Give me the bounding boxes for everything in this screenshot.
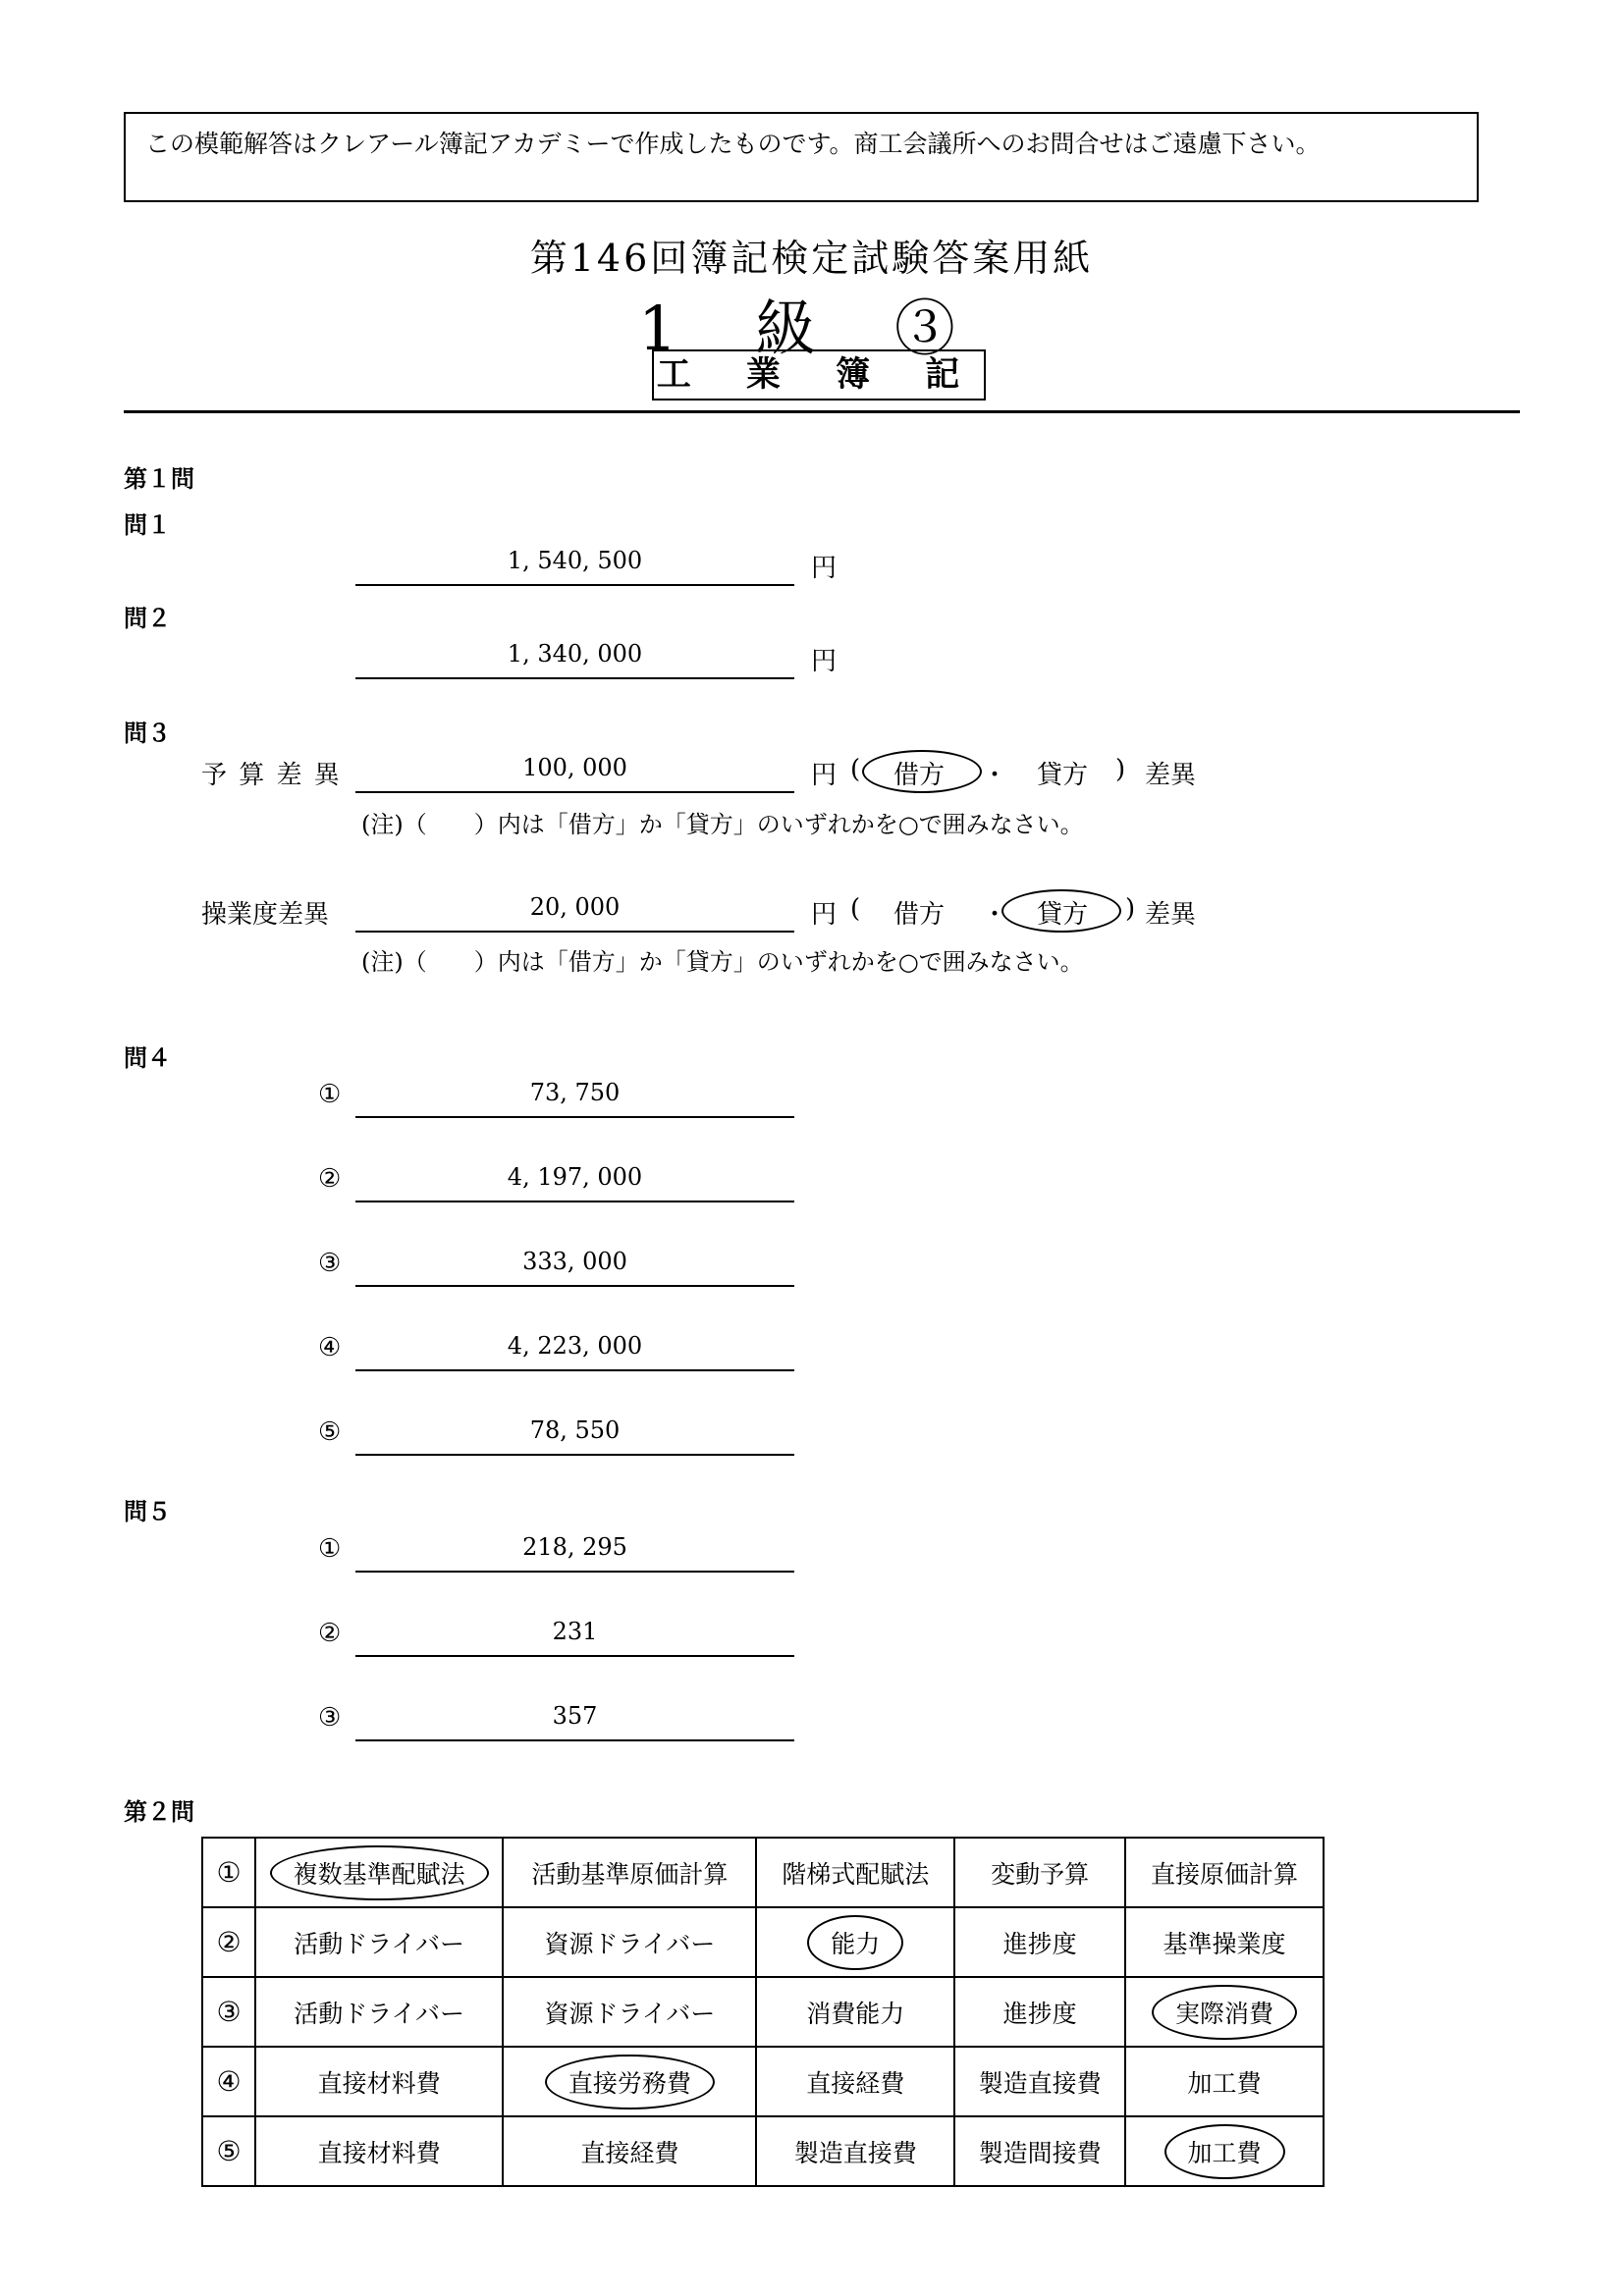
q4-item-answer: 73, 750 [355,1079,794,1118]
choice-row [202,2116,1324,2186]
budget-variance-answer: 100, 000 [355,754,794,793]
budget-close-paren: ) [1115,755,1126,784]
choice-cell [954,2047,1125,2116]
choice-option: 直接原価計算 [1151,1859,1299,1889]
q1-sub2-answer: 1, 340, 000 [355,640,794,679]
header-divider [124,410,1520,413]
choice-row [202,1838,1324,1907]
choice-row-marker: ④ [202,2047,255,2116]
operation-variance-unit: 円 [811,900,838,930]
budget-instruction-note: (注)（ ）内は「借方」か「貸方」のいずれかを○で囲みなさい。 [361,811,1084,838]
choice-option: 進捗度 [1002,1999,1077,2028]
choice-option: 変動予算 [991,1859,1090,1889]
choice-option: 加工費 [1187,2068,1262,2098]
budget-suffix: 差異 [1145,761,1197,790]
q4-item-marker: ⑤ [318,1417,342,1447]
operation-close-paren: ) [1125,894,1136,924]
q4-item-marker: ② [318,1164,342,1194]
choice-option: 階梯式配賦法 [782,1859,930,1889]
q1-sub4-label: 問４ [124,1044,171,1072]
choice-cell [503,2116,756,2186]
choice-cell [756,2116,954,2186]
choice-cell [954,1977,1125,2047]
choice-option: 製造直接費 [793,2138,917,2167]
selected-choice-option: 直接労務費 [545,2055,715,2109]
choice-option: 活動ドライバー [294,1999,465,2028]
q4-item-answer: 4, 223, 000 [355,1332,794,1371]
choice-row [202,2047,1324,2116]
q5-item-answer: 218, 295 [355,1533,794,1573]
choice-option: 製造間接費 [978,2138,1102,2167]
term-choice-table [201,1837,1325,2187]
choice-row [202,1907,1324,1977]
choice-cell [503,1977,756,2047]
choice-cell [255,1907,503,1977]
choice-cell [255,1838,503,1907]
operation-variance-label: 操業度差異 [201,900,330,930]
q5-item-answer: 357 [355,1702,794,1741]
choice-cell [503,2047,756,2116]
choice-option: 消費能力 [806,1999,905,2028]
choice-row-marker: ① [202,1838,255,1907]
choice-cell [756,1907,954,1977]
budget-dot: ・ [982,761,1008,790]
choice-cell [1125,1838,1324,1907]
choice-cell [954,2116,1125,2186]
selected-choice-option: 加工費 [1164,2124,1285,2179]
q5-item-marker: ② [318,1619,342,1648]
operation-credit-option: 貸方 [1037,900,1089,930]
q4-item-marker: ① [318,1080,342,1109]
choice-row-marker: ⑤ [202,2116,255,2186]
q1-sub3-label: 問３ [124,720,171,747]
choice-option: 活動基準原価計算 [531,1859,729,1889]
operation-suffix: 差異 [1145,900,1197,930]
budget-variance-label: 予 算 差 異 [201,761,342,790]
choice-option: 直接材料費 [317,2138,441,2167]
exam-title: 第146回簿記検定試験答案用紙 [529,237,1094,280]
choice-option: 資源ドライバー [544,1999,716,2028]
operation-instruction-note: (注)（ ）内は「借方」か「貸方」のいずれかを○で囲みなさい。 [361,948,1084,976]
choice-option: 基準操業度 [1163,1929,1286,1958]
question-2-heading: 第２問 [124,1798,194,1826]
choice-cell [503,1907,756,1977]
q4-item-answer: 4, 197, 000 [355,1163,794,1202]
choice-option: 直接材料費 [317,2068,441,2098]
operation-debit-option: 借方 [893,900,946,930]
choice-option: 進捗度 [1002,1929,1077,1958]
exam-grade: 1 級 ③ [638,293,985,364]
choice-option: 直接経費 [580,2138,679,2167]
subject-box: 工 業 簿 記 [652,349,986,400]
q5-item-marker: ① [318,1534,342,1564]
choice-cell [503,1838,756,1907]
selected-choice-option: 複数基準配賦法 [270,1845,489,1900]
budget-variance-unit: 円 [811,761,838,790]
question-1-heading: 第１問 [124,465,194,493]
choice-cell [1125,2047,1324,2116]
choice-option: 直接経費 [806,2068,905,2098]
choice-option: 活動ドライバー [294,1929,465,1958]
q1-sub2-unit: 円 [811,647,838,676]
q1-sub1-answer: 1, 540, 500 [355,547,794,586]
q4-item-answer: 333, 000 [355,1248,794,1287]
choice-cell [1125,1907,1324,1977]
q5-item-marker: ③ [318,1703,342,1733]
disclaimer-notice: この模範解答はクレアール簿記アカデミーで作成したものです。商工会議所へのお問合せはご遠慮下さい。 [124,112,1479,202]
choice-cell [756,2047,954,2116]
q5-item-answer: 231 [355,1618,794,1657]
q1-sub5-label: 問５ [124,1498,171,1525]
choice-cell [255,2047,503,2116]
choice-cell [1125,2116,1324,2186]
budget-credit-option: 貸方 [1037,761,1089,790]
choice-row [202,1977,1324,2047]
selected-choice-option: 実際消費 [1152,1985,1297,2040]
choice-option: 製造直接費 [978,2068,1102,2098]
choice-cell [954,1838,1125,1907]
q4-item-answer: 78, 550 [355,1416,794,1456]
q1-sub1-label: 問１ [124,511,171,539]
operation-open-paren: ( [850,894,861,924]
choice-cell [756,1977,954,2047]
choice-cell [1125,1977,1324,2047]
choice-cell [756,1838,954,1907]
choice-cell [954,1907,1125,1977]
q4-item-marker: ③ [318,1249,342,1278]
q4-item-marker: ④ [318,1333,342,1362]
operation-dot: ・ [982,900,1008,930]
choice-option: 資源ドライバー [544,1929,716,1958]
selected-choice-option: 能力 [807,1915,903,1970]
choice-cell [255,2116,503,2186]
operation-variance-answer: 20, 000 [355,893,794,933]
budget-debit-option: 借方 [893,761,946,790]
choice-row-marker: ② [202,1907,255,1977]
q1-sub1-unit: 円 [811,554,838,583]
q1-sub2-label: 問２ [124,605,171,632]
budget-open-paren: ( [850,755,861,784]
choice-cell [255,1977,503,2047]
choice-row-marker: ③ [202,1977,255,2047]
